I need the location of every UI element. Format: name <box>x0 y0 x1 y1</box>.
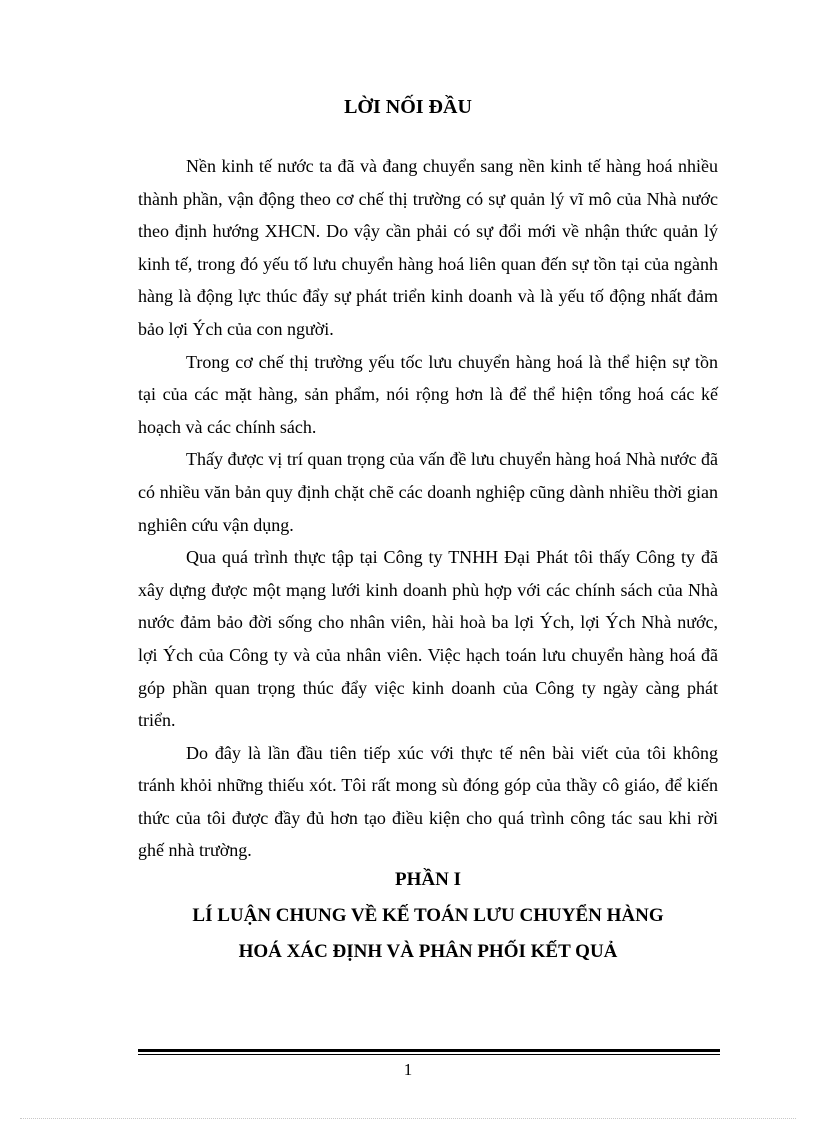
section-heading <box>138 862 718 970</box>
section-title-line-1: LÍ LUẬN CHUNG VỀ KẾ TOÁN LƯU CHUYỂN HÀNG <box>192 905 664 926</box>
page-edge-divider <box>20 1118 796 1119</box>
paragraph: Nền kinh tế nước ta đã và đang chuyển sang nền kinh tế hàng hoá nhiều thành phần, vận động theo cơ chế thị trường có sự quản lý vĩ mô của Nhà nước theo định hướng XHCN. Do vậy cần phải có sự đổi mới về nhận thức quản lý kinh tế, trong đó yếu tố lưu chuyển hàng hoá liên quan đến sự tồn tại của ngành hàng là động lực thúc đẩy sự phát triển kinh doanh và là yếu tố động nhất đảm bảo lợi Ých của con người. <box>138 156 718 339</box>
section-title-line-2: HOÁ XÁC ĐỊNH VÀ PHÂN PHỐI KẾT QUẢ <box>238 941 618 962</box>
page-title: LỜI NỐI ĐẦU <box>344 96 472 118</box>
page-number: 1 <box>403 1060 413 1079</box>
paragraph: Trong cơ chế thị trường yếu tốc lưu chuyển hàng hoá là thể hiện sự tồn tại của các mặt hàng, sản phẩm, nói rộng hơn là để thể hiện tổng hoá các kế hoạch và các chính sách. <box>138 351 718 437</box>
paragraph: Thấy được vị trí quan trọng của vấn đề lưu chuyển hàng hoá Nhà nước đã có nhiều văn bản quy định chặt chẽ các doanh nghiệp cũng dành nhiều thời gian nghiên cứu vận dụng. <box>138 449 718 535</box>
footer-rule-thin <box>138 1054 720 1055</box>
body-text <box>138 150 718 867</box>
paragraph: Qua quá trình thực tập tại Công ty TNHH Đại Phát tôi thấy Công ty đã xây dựng được một mạng lưới kinh doanh phù hợp với các chính sách của Nhà nước đảm bảo đời sống cho nhân viên, hài hoà ba lợi Ých, lợi Ých Nhà nước, lợi Ých của Công ty và của nhân viên. Việc hạch toán lưu chuyển hàng hoá đã góp phần quan trọng thúc đẩy việc kinh doanh của Công ty ngày càng phát triển. <box>138 547 718 731</box>
paragraph: Do đây là lần đầu tiên tiếp xúc với thực tế nên bài viết của tôi không tránh khỏi những thiếu xót. Tôi rất mong sù đóng góp của thầy cô giáo, để kiến thức của tôi được đầy đủ hơn tạo điều kiện cho quá trình công tác sau khi rời ghế nhà trường. <box>138 742 718 861</box>
footer-rule-thick <box>138 1049 720 1052</box>
part-label: PHẦN I <box>395 869 461 890</box>
